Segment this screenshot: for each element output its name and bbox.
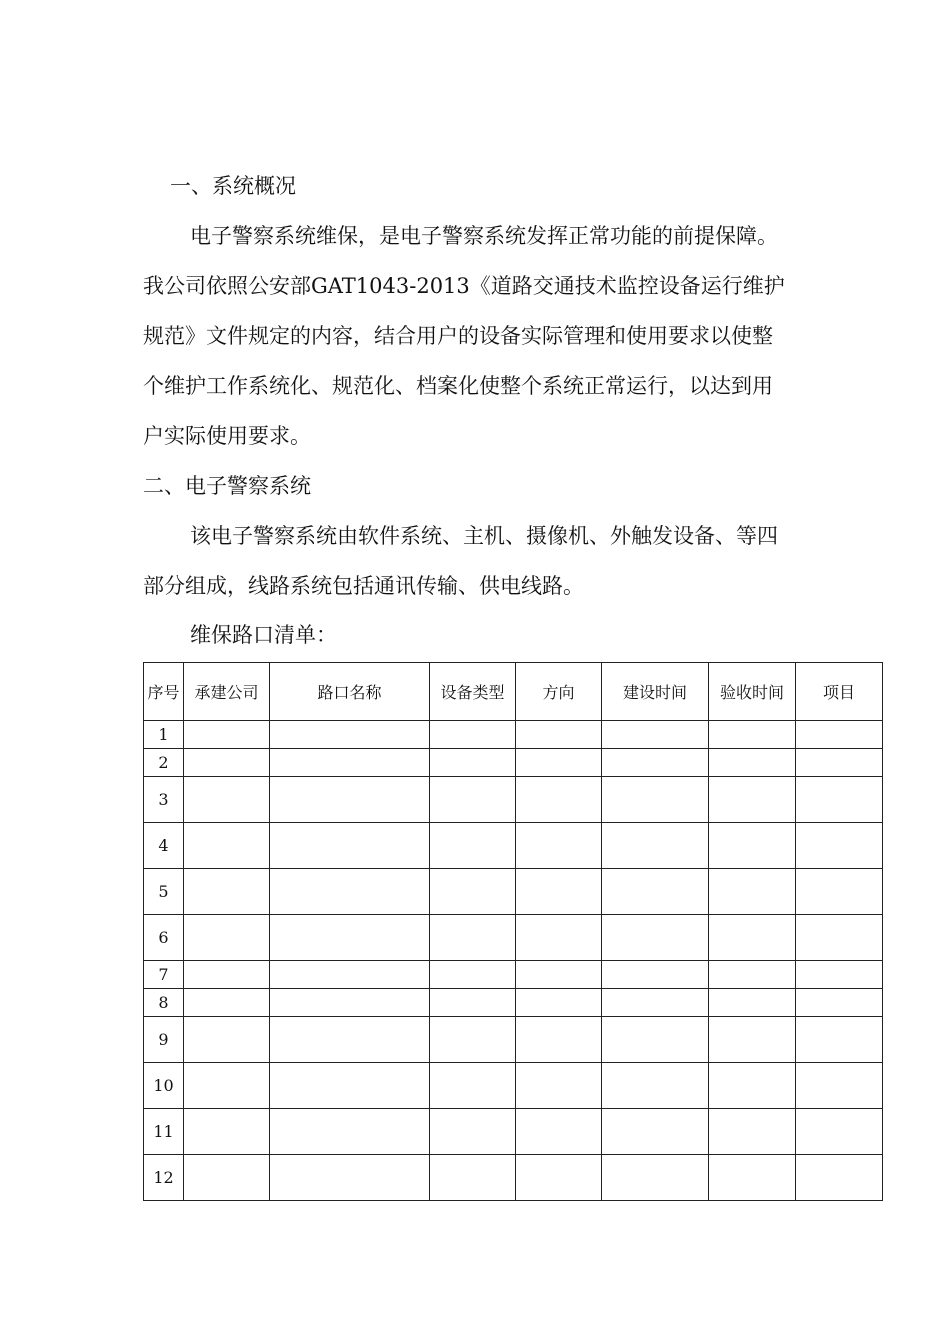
table-cell — [602, 869, 709, 915]
table-row — [144, 1109, 883, 1155]
table-cell — [270, 1017, 430, 1063]
table-cell — [709, 1063, 796, 1109]
table-cell — [184, 869, 270, 915]
table-cell — [270, 989, 430, 1017]
row-number: 10 — [144, 1063, 184, 1109]
table-cell — [430, 823, 516, 869]
table-cell — [430, 1109, 516, 1155]
table-cell — [602, 1063, 709, 1109]
table-cell — [796, 989, 883, 1017]
table-cell — [796, 749, 883, 777]
section1-paragraph-line: 个维护工作系统化、规范化、档案化使整个系统正常运行，以达到用 — [143, 374, 773, 398]
table-cell — [602, 721, 709, 749]
table-row — [144, 961, 883, 989]
header-contractor: 承建公司 — [184, 663, 270, 721]
header-direction: 方向 — [516, 663, 602, 721]
table-cell — [796, 721, 883, 749]
table-cell — [796, 869, 883, 915]
table-cell — [516, 1063, 602, 1109]
table-cell — [602, 915, 709, 961]
table-cell — [796, 823, 883, 869]
table-cell — [709, 823, 796, 869]
header-project: 项目 — [796, 663, 883, 721]
row-number: 5 — [144, 869, 184, 915]
table-cell — [516, 989, 602, 1017]
table-cell — [184, 749, 270, 777]
section2-paragraph-line: 该电子警察系统由软件系统、主机、摄像机、外触发设备、等四 — [190, 524, 778, 548]
row-number: 12 — [144, 1155, 184, 1201]
table-cell — [270, 823, 430, 869]
section2-heading: 二、电子警察系统 — [143, 474, 311, 498]
table-cell — [602, 1109, 709, 1155]
table-cell — [796, 1155, 883, 1201]
table-cell — [796, 1017, 883, 1063]
row-number: 6 — [144, 915, 184, 961]
table-cell — [709, 749, 796, 777]
table-cell — [430, 961, 516, 989]
table-cell — [709, 869, 796, 915]
table-cell — [516, 721, 602, 749]
table-cell — [270, 915, 430, 961]
table-cell — [184, 1063, 270, 1109]
row-number: 7 — [144, 961, 184, 989]
table-cell — [430, 1017, 516, 1063]
table-cell — [184, 915, 270, 961]
table-cell — [270, 721, 430, 749]
table-cell — [796, 915, 883, 961]
row-number: 11 — [144, 1109, 184, 1155]
row-number: 8 — [144, 989, 184, 1017]
table-cell — [516, 1155, 602, 1201]
table-cell — [516, 915, 602, 961]
header-intersection-name: 路口名称 — [270, 663, 430, 721]
table-cell — [270, 1155, 430, 1201]
table-cell — [709, 777, 796, 823]
table-cell — [270, 777, 430, 823]
table-cell — [184, 1017, 270, 1063]
table-cell — [709, 961, 796, 989]
table-cell — [184, 961, 270, 989]
header-serial: 序号 — [144, 663, 184, 721]
table-cell — [516, 961, 602, 989]
row-number: 3 — [144, 777, 184, 823]
section1-heading: 一、系统概况 — [170, 174, 296, 198]
table-cell — [796, 1063, 883, 1109]
table-cell — [516, 1017, 602, 1063]
table-cell — [430, 915, 516, 961]
table-cell — [430, 1155, 516, 1201]
table-cell — [796, 777, 883, 823]
table-cell — [430, 749, 516, 777]
section1-paragraph-line: 户实际使用要求。 — [143, 424, 311, 448]
table-cell — [184, 1109, 270, 1155]
table-cell — [270, 1063, 430, 1109]
table-row — [144, 749, 883, 777]
table-row — [144, 1063, 883, 1109]
header-acceptance-time: 验收时间 — [709, 663, 796, 721]
table-cell — [796, 1109, 883, 1155]
table-cell — [270, 869, 430, 915]
table-cell — [184, 777, 270, 823]
table-row — [144, 777, 883, 823]
table-cell — [430, 777, 516, 823]
table-cell — [270, 961, 430, 989]
table-cell — [602, 1017, 709, 1063]
table-row — [144, 1017, 883, 1063]
table-cell — [709, 1109, 796, 1155]
table-cell — [602, 961, 709, 989]
table-row — [144, 1155, 883, 1201]
table-cell — [430, 989, 516, 1017]
table-cell — [516, 823, 602, 869]
table-cell — [516, 777, 602, 823]
table-cell — [270, 1109, 430, 1155]
row-number: 2 — [144, 749, 184, 777]
table-cell — [709, 1155, 796, 1201]
header-device-type: 设备类型 — [430, 663, 516, 721]
section2-paragraph-line: 部分组成，线路系统包括通讯传输、供电线路。 — [143, 574, 584, 598]
header-build-time: 建设时间 — [602, 663, 709, 721]
table-cell — [709, 915, 796, 961]
table-cell — [602, 823, 709, 869]
table-cell — [709, 989, 796, 1017]
table-row — [144, 989, 883, 1017]
table-cell — [270, 749, 430, 777]
row-number: 9 — [144, 1017, 184, 1063]
section1-paragraph-line: 我公司依照公安部GAT1043-2013《道路交通技术监控设备运行维护 — [143, 274, 785, 298]
table-cell — [709, 1017, 796, 1063]
section1-paragraph-line: 电子警察系统维保，是电子警察系统发挥正常功能的前提保障。 — [190, 224, 778, 248]
table-cell — [430, 1063, 516, 1109]
table-cell — [184, 721, 270, 749]
row-number: 1 — [144, 721, 184, 749]
table-cell — [516, 749, 602, 777]
table-cell — [602, 749, 709, 777]
row-number: 4 — [144, 823, 184, 869]
table-cell — [709, 721, 796, 749]
table-cell — [602, 989, 709, 1017]
table-cell — [184, 823, 270, 869]
section1-paragraph-line: 规范》文件规定的内容，结合用户的设备实际管理和使用要求以使整 — [143, 324, 773, 348]
table-header-row — [144, 663, 883, 721]
table-cell — [796, 961, 883, 989]
table-cell — [516, 869, 602, 915]
intersection-table — [143, 662, 883, 1201]
table-cell — [184, 1155, 270, 1201]
table-cell — [516, 1109, 602, 1155]
table-cell — [430, 869, 516, 915]
table-cell — [602, 1155, 709, 1201]
table-row — [144, 823, 883, 869]
table-row — [144, 915, 883, 961]
table-cell — [184, 989, 270, 1017]
table-cell — [602, 777, 709, 823]
table-row — [144, 869, 883, 915]
intersection-list-label: 维保路口清单： — [190, 623, 337, 647]
table-cell — [430, 721, 516, 749]
table-row — [144, 721, 883, 749]
